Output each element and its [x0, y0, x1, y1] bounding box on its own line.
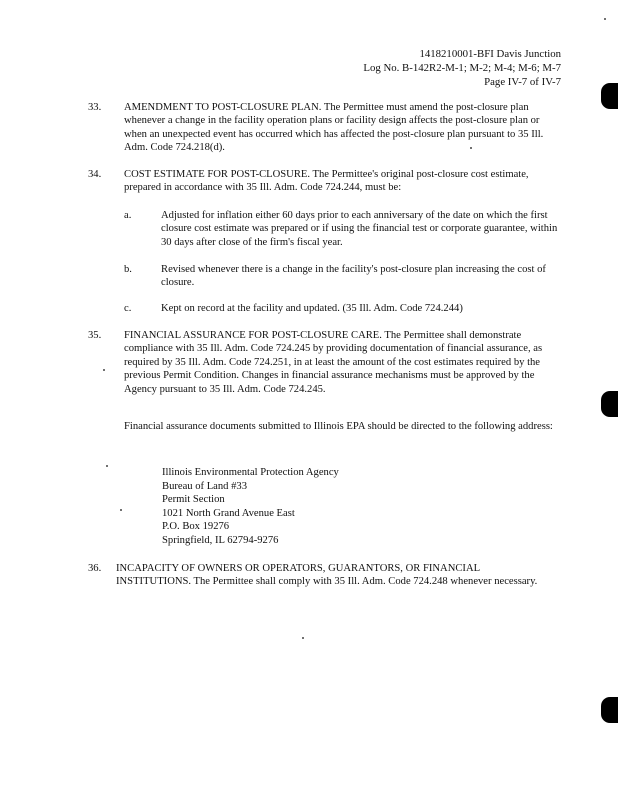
scan-speck [106, 465, 108, 467]
header-log-number: Log No. B-142R2-M-1; M-2; M-4; M-6; M-7 [363, 62, 561, 74]
header-facility-id: 1418210001-BFI Davis Junction [419, 48, 561, 60]
punch-hole-bottom [601, 697, 618, 723]
section-34-item-b-text: Revised whenever there is a change in the facility's post-closure plan increasing the cost of closure. [161, 264, 546, 289]
section-35-number: 35. [88, 330, 102, 341]
section-36-number: 36. [88, 563, 102, 574]
section-34-item-b-letter: b. [124, 264, 132, 275]
address-line-city: Springfield, IL 62794-9276 [162, 534, 279, 546]
punch-hole-top [601, 83, 618, 109]
section-34-item-a-letter: a. [124, 210, 132, 221]
section-34-paragraph [124, 168, 552, 195]
scan-speck [103, 369, 105, 371]
scan-speck [302, 637, 304, 639]
section-33-body: The Permittee must amend the post-closure plan whenever a change in the facility operation plans or facility design affects the post-closure plan or when an unexpected event has occurred which has affected the post-closure plan pursuant to 35 Ill. Adm. Code 724.218(d). [124, 102, 544, 154]
section-34-heading: COST ESTIMATE FOR POST-CLOSURE. [124, 169, 311, 180]
section-36-heading: INCAPACITY OF OWNERS OR OPERATORS, GUARANTORS, OR FINANCIAL INSTITUTIONS. [116, 563, 480, 588]
header-page-number: Page IV-7 of IV-7 [484, 76, 561, 88]
section-35-heading: FINANCIAL ASSURANCE FOR POST-CLOSURE CARE. [124, 330, 382, 341]
address-line-section: Permit Section [162, 494, 225, 506]
punch-hole-middle [601, 391, 618, 417]
section-35-body: The Permittee shall demonstrate compliance with 35 Ill. Adm. Code 724.245 by providing documentation of financial assurance, as required by 35 Ill. Adm. Code 724.251, in at least the amount of the cost estimates required by the previous Permit Condition. Changes in financial assurance mechanisms must be approved by the Agency pursuant to 35 Ill. Adm. Code 724.245. [124, 330, 543, 395]
address-line-street: 1021 North Grand Avenue East [162, 507, 295, 519]
section-34-item-c-letter: c. [124, 303, 132, 314]
section-36-paragraph [116, 562, 556, 589]
section-35-paragraph [124, 329, 554, 396]
mailing-address [162, 466, 339, 548]
section-34-item-c-text: Kept on record at the facility and updated. (35 Ill. Adm. Code 724.244) [161, 303, 463, 314]
scan-speck [120, 509, 122, 511]
scan-speck [604, 18, 606, 20]
section-34-body: The Permittee's original post-closure cost estimate, prepared in accordance with 35 Ill. Adm. Code 724.244, must be: [124, 169, 529, 194]
section-34-item-a-text: Adjusted for inflation either 60 days prior to each anniversary of the date on which the first closure cost estimate was prepared or if using the financial test or corporate guarantee, within 30 days after close of the firm's fiscal year. [161, 210, 558, 248]
address-line-bureau: Bureau of Land #33 [162, 480, 248, 492]
section-34-number: 34. [88, 169, 102, 180]
section-33-heading: AMENDMENT TO POST-CLOSURE PLAN. [124, 102, 322, 113]
section-36-body: The Permittee shall comply with 35 Ill. Adm. Code 724.248 whenever necessary. [193, 576, 538, 588]
section-33-paragraph [124, 101, 556, 155]
page-header [363, 47, 561, 89]
section-35-address-note: Financial assurance documents submitted to Illinois EPA should be directed to the following address: [124, 421, 553, 432]
section-33-number: 33. [88, 102, 102, 113]
address-line-po-box: P.O. Box 19276 [162, 521, 230, 533]
address-line-agency: Illinois Environmental Protection Agency [162, 467, 339, 478]
scan-speck [470, 147, 472, 149]
